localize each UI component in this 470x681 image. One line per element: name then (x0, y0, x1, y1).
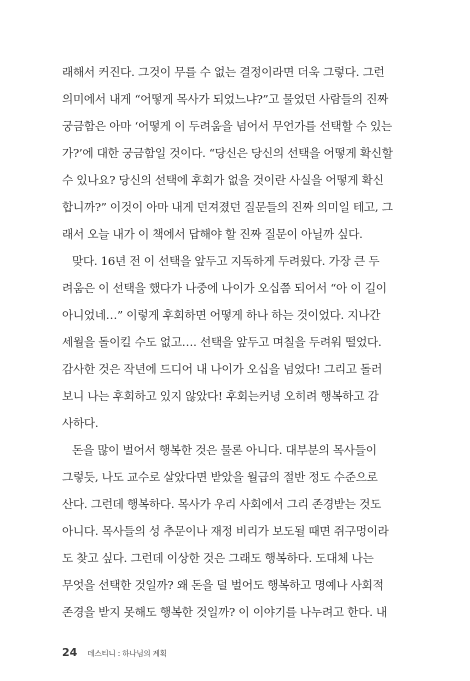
paragraph-3-line-1: 돈을 많이 벌어서 행복한 것은 물론 아니다. 대부분의 목사들이 (72, 443, 377, 457)
paragraph-1-line-2: 의미에서 내게 “어떻게 목사가 되었느냐?”고 물었던 사람들의 진짜 (62, 92, 389, 106)
paragraph-2-line-7: 사하다. (62, 416, 99, 430)
running-book-title: 데스티니 : 하나님의 계획 (87, 649, 167, 658)
paragraph-1-line-1: 래해서 커진다. 그것이 무를 수 없는 결정이라면 더욱 그렇다. 그런 (62, 65, 385, 79)
paragraph-2-line-4: 세월을 돌이킬 수도 없고…. 선택을 앞두고 며칠을 두려워 떨었다. (62, 335, 382, 349)
paragraph-2-line-6: 보니 나는 후회하고 있지 않았다! 후회는커녕 오히려 행복하고 감 (62, 389, 379, 403)
paragraph-1-line-4: 가?’에 대한 궁금함일 것이다. “당신은 당신의 선택을 어떻게 확신할 (62, 146, 393, 160)
paragraph-2-line-3: 아니었네…” 이렇게 후회하면 어떻게 하나 하는 것이었다. 지나간 (62, 308, 381, 322)
paragraph-1-line-6: 합니까?” 이것이 아마 내게 던져졌던 질문들의 진짜 의미일 테고, 그 (62, 200, 393, 214)
paragraph-3-line-7: 존경을 받지 못해도 행복한 것일까? 이 이야기를 나누려고 한다. 내 (62, 605, 388, 619)
paragraph-2-line-1: 맞다. 16년 전 이 선택을 앞두고 지독하게 두려웠다. 가장 큰 두 (72, 254, 380, 268)
paragraph-2-line-5: 감사한 것은 작년에 드디어 내 나이가 오십을 넘었다! 그리고 돌러 (62, 362, 383, 376)
paragraph-3-line-3: 산다. 그런데 행복하다. 목사가 우리 사회에서 그리 존경받는 것도 (62, 497, 382, 511)
paragraph-1-line-3: 궁금함은 아마 ‘어떻게 이 두려움을 넘어서 무언가를 선택할 수 있는 (62, 119, 392, 133)
paragraph-3-line-4: 아니다. 목사들의 성 추문이나 재정 비리가 보도될 때면 쥐구멍이라 (62, 524, 389, 538)
paragraph-1-line-7: 래서 오늘 내가 이 책에서 답해야 할 진짜 질문이 아닐까 싶다. (62, 227, 363, 241)
paragraph-3-line-2: 그렇듯, 나도 교수로 살았다면 받았을 월급의 절반 정도 수준으로 (62, 470, 378, 484)
paragraph-1-line-5: 수 있나요? 당신의 선택에 후회가 없을 것이란 사실을 어떻게 확신 (62, 173, 384, 187)
paragraph-3-line-5: 도 찾고 싶다. 그런데 이상한 것은 그래도 행복하다. 도대체 나는 (62, 551, 374, 565)
paragraph-2-line-2: 려움은 이 선택을 했다가 나중에 나이가 오십쯤 되어서 “아 이 길이 (62, 281, 387, 295)
page-number: 24 (62, 646, 78, 659)
paragraph-3-line-6: 무엇을 선택한 것일까? 왜 돈을 덜 벌어도 행복하고 명예나 사회적 (62, 578, 384, 592)
page-footer (62, 641, 167, 660)
